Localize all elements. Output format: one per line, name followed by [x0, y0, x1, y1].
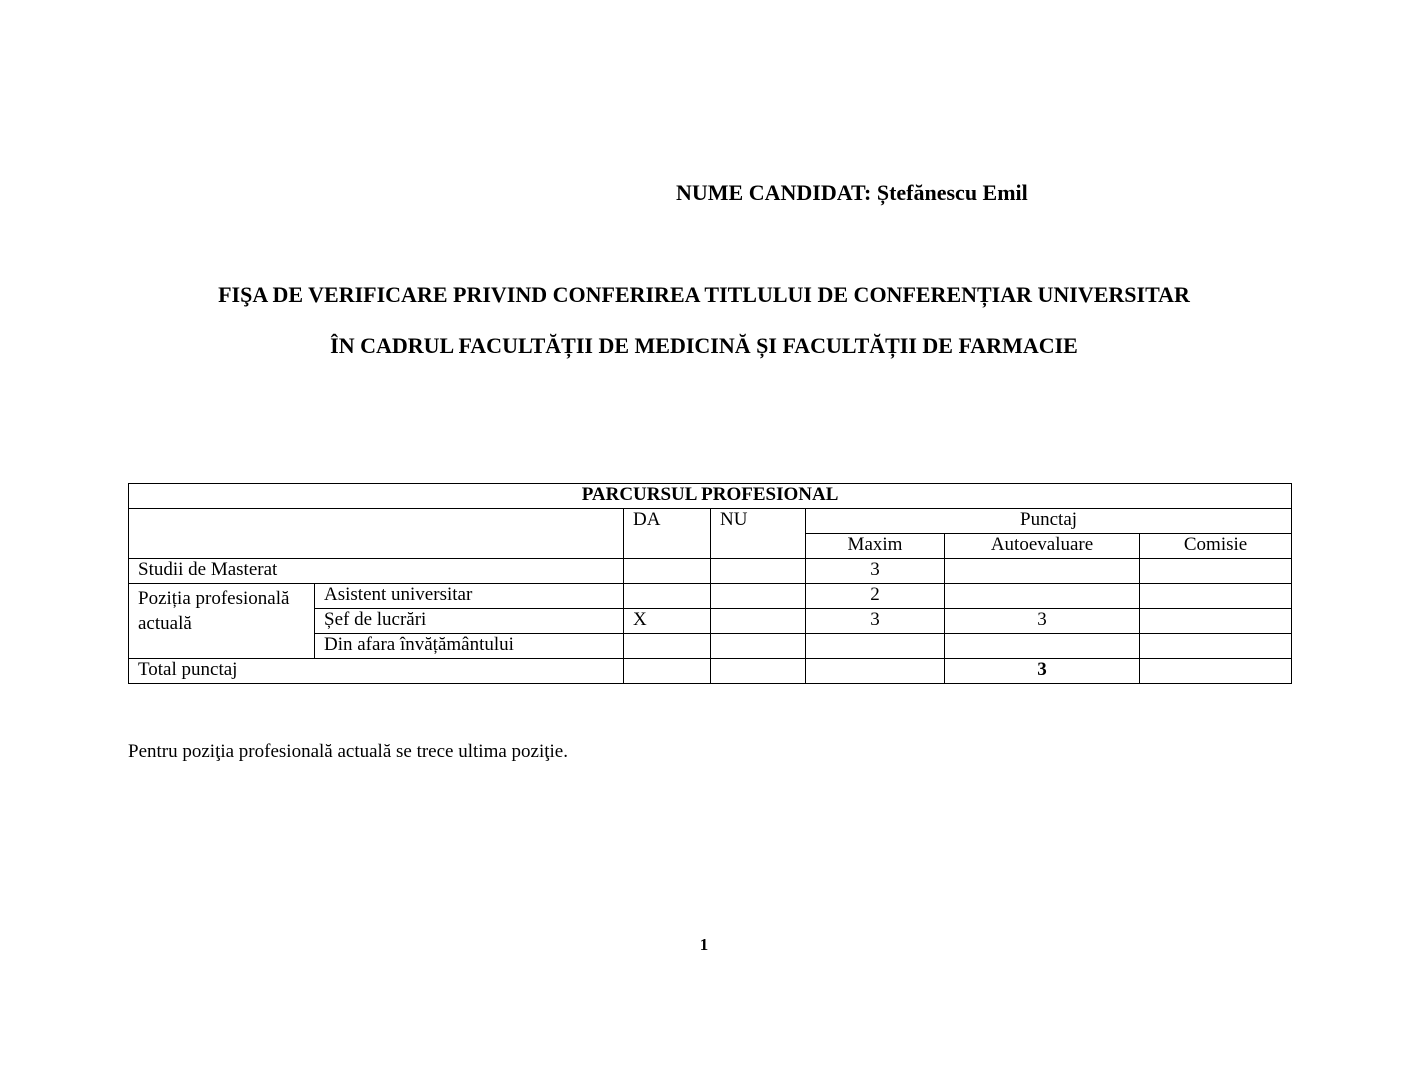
cell-da: X: [624, 609, 711, 634]
header-comisie: Comisie: [1140, 534, 1292, 559]
cell-da: [624, 559, 711, 584]
header-punctaj: Punctaj: [806, 509, 1292, 534]
cell-nu: [711, 634, 806, 659]
cell-autoevaluare: 3: [945, 609, 1140, 634]
cell-comisie: [1140, 634, 1292, 659]
cell-da: [624, 659, 711, 684]
document-title-line-1: FIŞA DE VERIFICARE PRIVIND CONFERIREA TITLULUI DE CONFERENȚIAR UNIVERSITAR: [218, 282, 1190, 307]
table-title-row: [129, 484, 1292, 509]
cell-da: [624, 584, 711, 609]
footnote: Pentru poziţia profesională actuală se trece ultima poziţie.: [128, 741, 568, 762]
table-row: [129, 559, 1292, 584]
row-label: Studii de Masterat: [129, 559, 624, 584]
cell-maxim: 3: [806, 609, 945, 634]
table-title: PARCURSUL PROFESIONAL: [129, 484, 1292, 509]
row-label: Asistent universitar: [315, 584, 624, 609]
document-title-line-2: ÎN CADRUL FACULTĂȚII DE MEDICINĂ ȘI FACULTĂȚII DE FARMACIE: [330, 333, 1078, 358]
group-label-pozitie: Poziția profesională actuală: [129, 584, 315, 659]
candidate-name: NUME CANDIDAT: Ștefănescu Emil: [676, 180, 1028, 205]
header-empty-cell: [129, 509, 624, 559]
cell-nu: [711, 659, 806, 684]
header-autoevaluare: Autoevaluare: [945, 534, 1140, 559]
cell-autoevaluare: 3: [945, 659, 1140, 684]
cell-da: [624, 634, 711, 659]
row-label: Total punctaj: [129, 659, 624, 684]
page-number: 1: [699, 935, 709, 954]
cell-maxim: [806, 634, 945, 659]
cell-autoevaluare: [945, 559, 1140, 584]
cell-comisie: [1140, 659, 1292, 684]
cell-nu: [711, 609, 806, 634]
cell-comisie: [1140, 559, 1292, 584]
table-row: [129, 584, 1292, 609]
table-row-total: [129, 659, 1292, 684]
cell-maxim: 3: [806, 559, 945, 584]
header-row-1: [129, 509, 1292, 534]
header-nu: NU: [711, 509, 806, 559]
header-maxim: Maxim: [806, 534, 945, 559]
cell-nu: [711, 559, 806, 584]
cell-comisie: [1140, 609, 1292, 634]
parcurs-profesional-table: [128, 483, 1292, 684]
cell-autoevaluare: [945, 634, 1140, 659]
row-label: Șef de lucrări: [315, 609, 624, 634]
cell-autoevaluare: [945, 584, 1140, 609]
cell-maxim: 2: [806, 584, 945, 609]
cell-nu: [711, 584, 806, 609]
cell-comisie: [1140, 584, 1292, 609]
row-label: Din afara învățământului: [315, 634, 624, 659]
cell-maxim: [806, 659, 945, 684]
header-da: DA: [624, 509, 711, 559]
